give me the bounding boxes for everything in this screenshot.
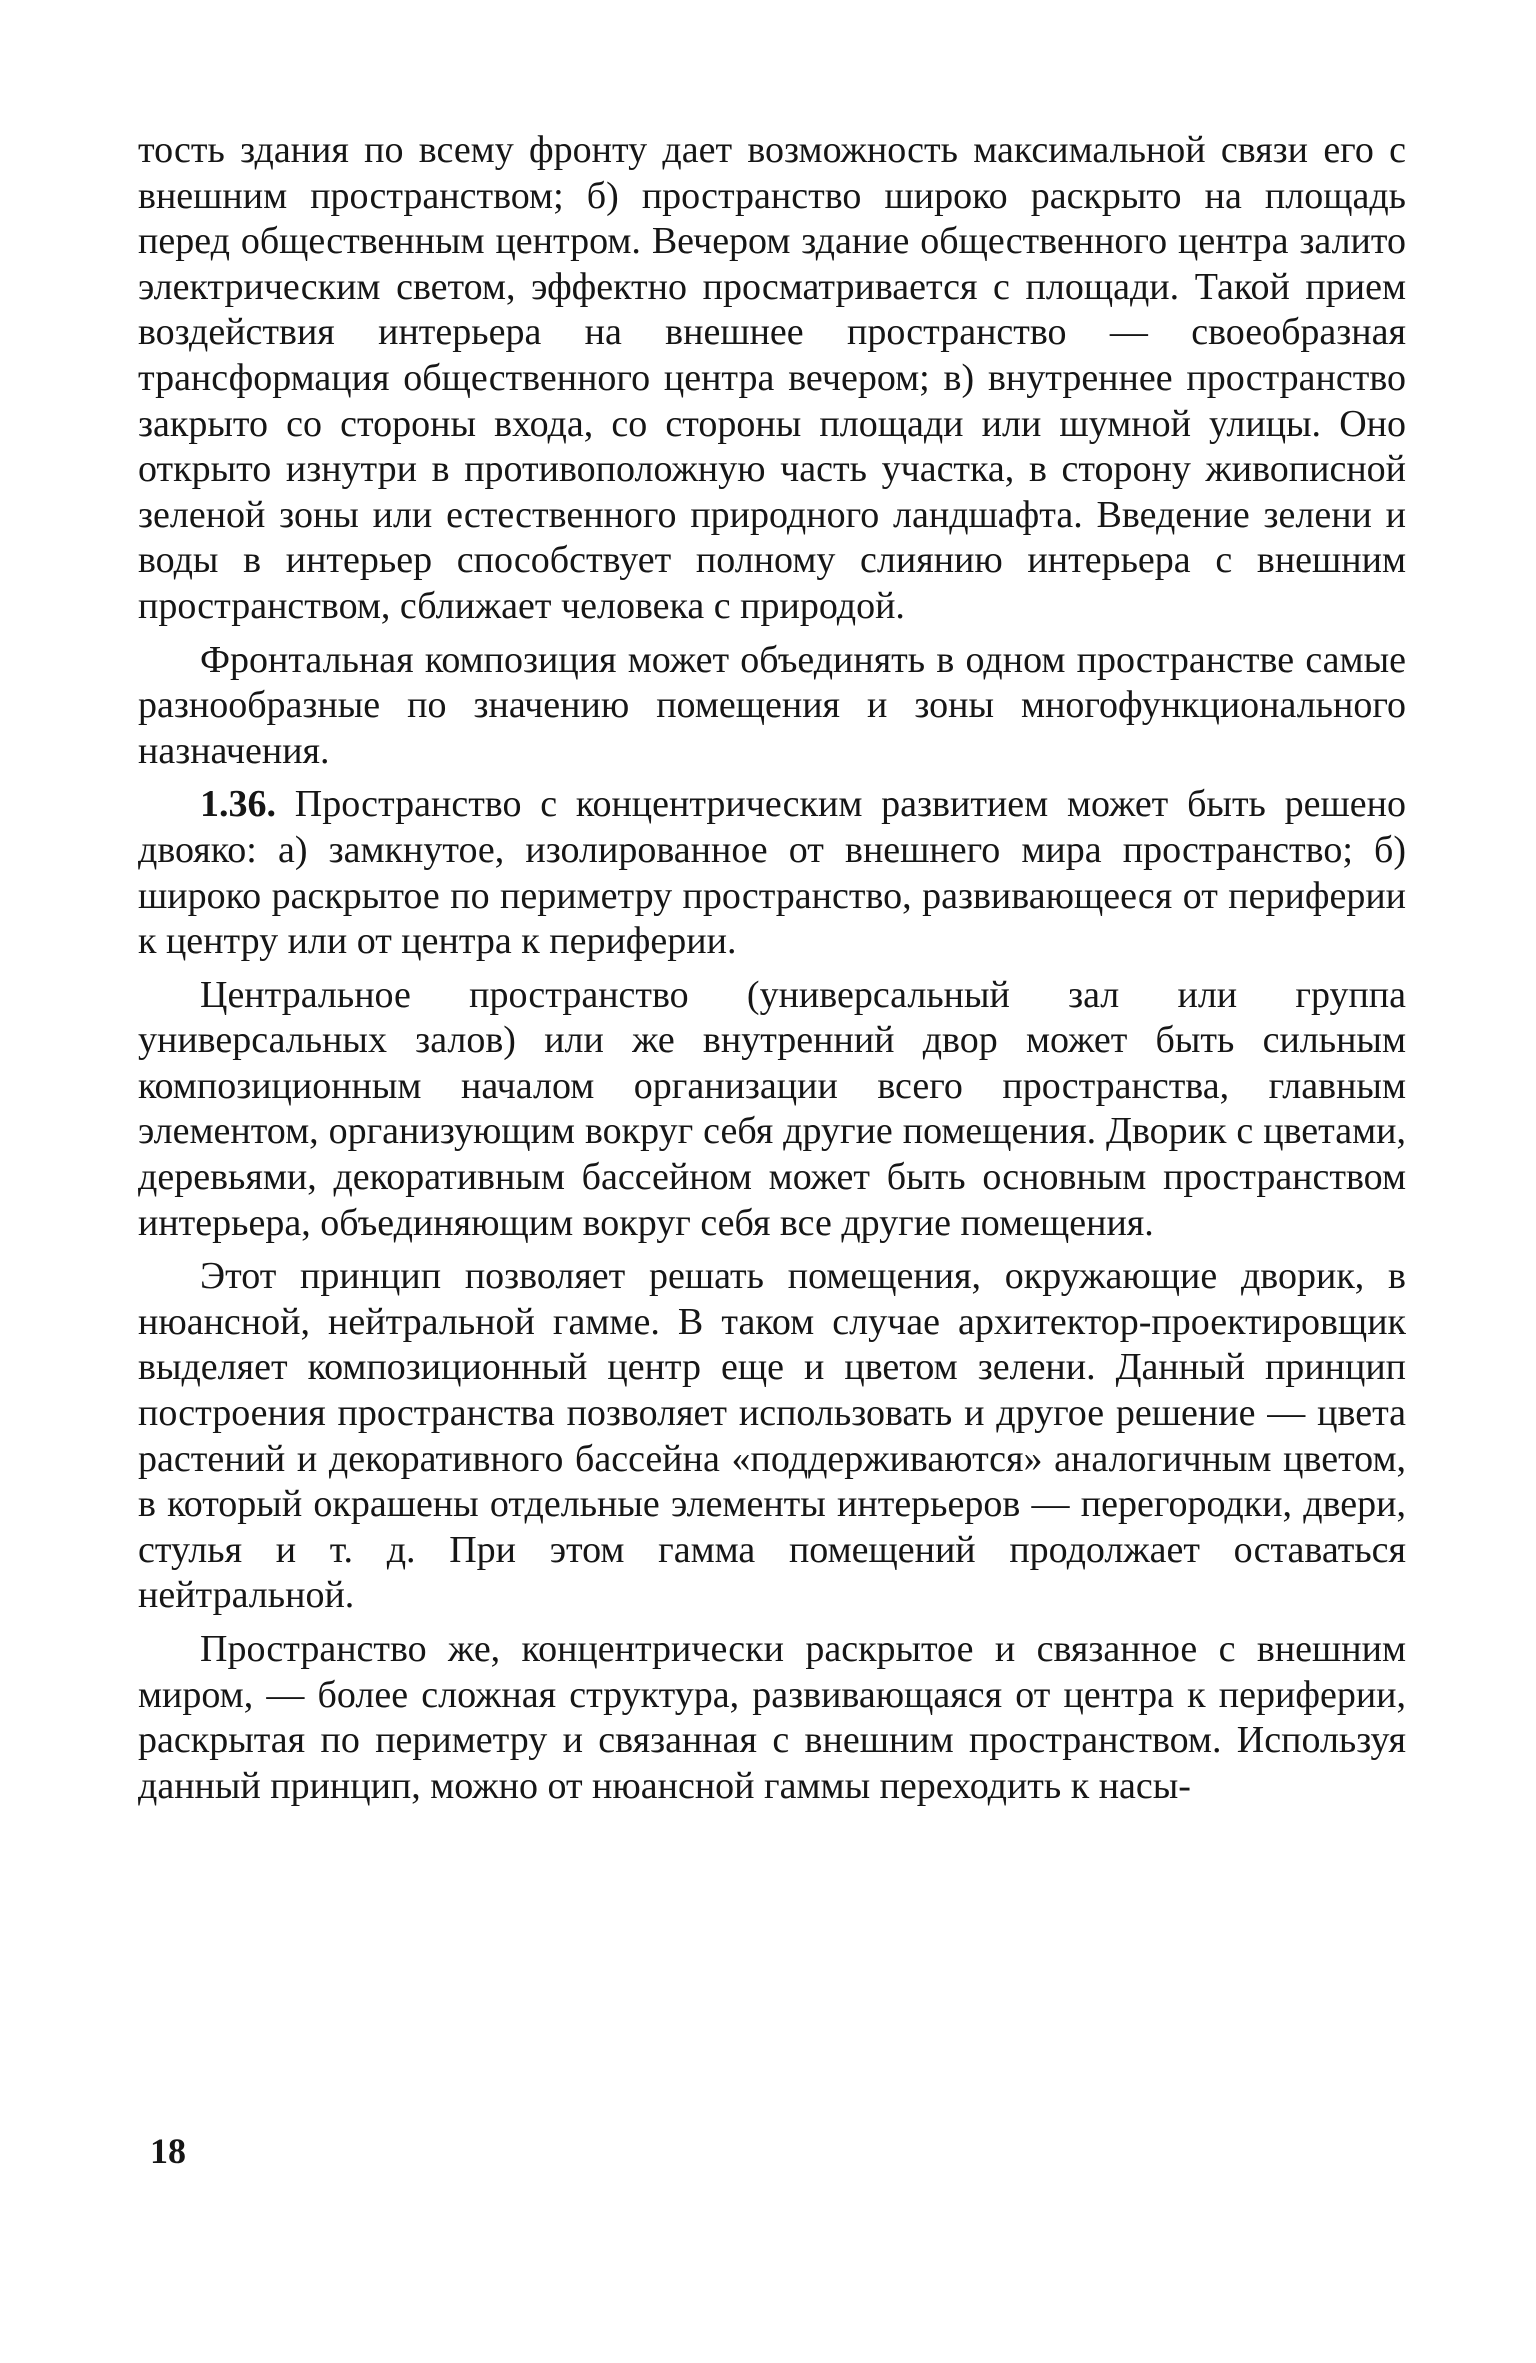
paragraph-continued: тость здания по всему фронту дает возможность максимальной связи его с внешним пространством; б) пространство широко раскрыто на площадь перед общественным центром. Вечером здание общественного центра залито электрическим светом, эффектно просматривается с площади. Такой прием воздействия интерьера на внешнее пространство — своеобразная трансформация общественного центра вечером; в) внутреннее пространство закрыто со стороны входа, со стороны площади или шумной улицы. Оно открыто изнутри в противоположную часть участка, в сторону живописной зеленой зоны или естественного природного ландшафта. Введение зелени и воды в интерьер способствует полному слиянию интерьера с внешним пространством, сближает человека с природой. (138, 129, 1406, 627)
page-number: 18 (150, 2131, 186, 2171)
paragraph-section-1-36 (138, 782, 1406, 964)
section-number: 1.36. (200, 783, 276, 826)
section-text: Пространство с концентрическим развитием может быть решено двояко: а) замкнутое, изолированное от внешнего мира пространство; б) широко раскрытое по периметру пространство, развивающееся от периферии к центру или от центра к периферии. (138, 783, 1407, 963)
paragraph-frontal-composition: Фронтальная композиция может объединять в одном пространстве самые разнообразные по значению помещения и зоны многофункционального назначения. (138, 638, 1406, 772)
paragraph-concentric-space: Пространство же, концентрически раскрытое и связанное с внешним миром, — более сложная структура, развивающаяся от центра к периферии, раскрытая по периметру и связанная с внешним пространством. Используя данный принцип, можно от нюансной гаммы переходить к насы- (138, 1628, 1406, 1807)
body-text (138, 128, 1406, 1809)
paragraph-central-space: Центральное пространство (универсальный зал или группа универсальных залов) или же внутренний двор может быть сильным композиционным началом организации всего пространства, главным элементом, организующим вокруг себя другие помещения. Дворик с цветами, деревьями, декоративным бассейном может быть основным пространством интерьера, объединяющим вокруг себя все другие помещения. (138, 973, 1406, 1244)
paragraph-principle: Этот принцип позволяет решать помещения, окружающие дворик, в нюансной, нейтральной гамме. В таком случае архитектор-проектировщик выделяет композиционный центр еще и цветом зелени. Данный принцип построения пространства позволяет использовать и другое решение — цвета растений и декоративного бассейна «поддерживаются» аналогичным цветом, в который окрашены отдельные элементы интерьеров — перегородки, двери, стулья и т. д. При этом гамма помещений продолжает оставаться нейтральной. (138, 1255, 1406, 1617)
